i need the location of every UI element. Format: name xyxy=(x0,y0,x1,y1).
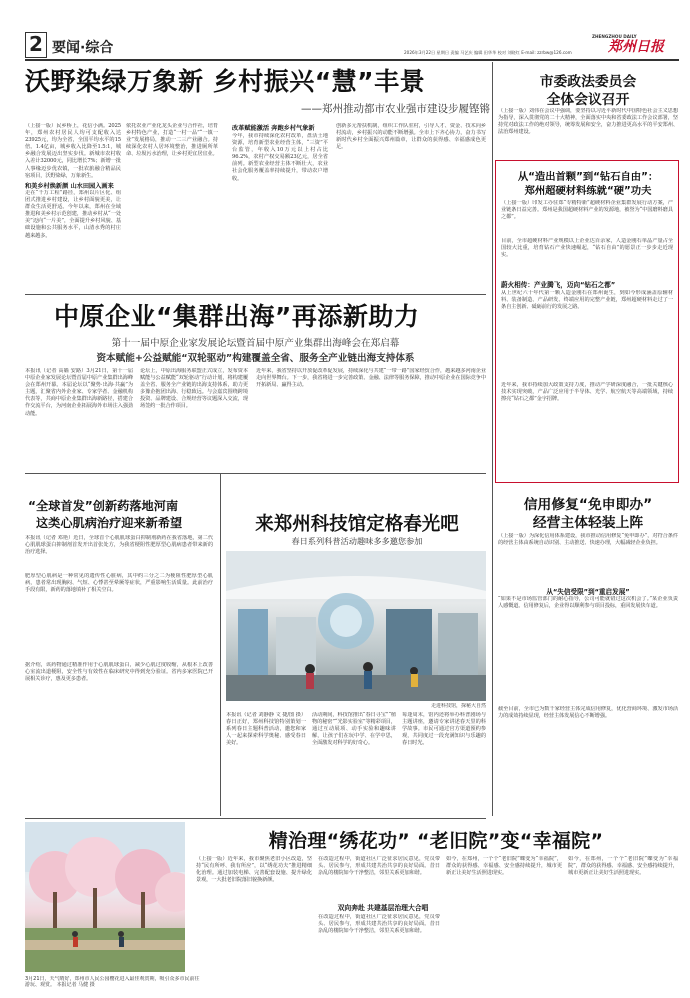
feature-paragraph-3: 从上世纪六十年代第一颗人造金刚石在郑州诞生，到如今形成涵盖原辅材料、装备制造、产品研发、终端应用的完整产业链，郑州超硬材料走过了一条自主创新、砥砺前行的发展之路。 xyxy=(501,290,673,311)
feature-paragraph-1: （上接一版）印发工办驻郑“专精特新”超硬材料企业集群发展行动方案，产业链条日益完善。郑州是我国超硬材料产业的发源地，被誉为“中国磨料磨具之都”。 xyxy=(501,200,673,221)
lifestyle-paragraph-3: 截至目前，全市已为数千家经营主体完成信用修复，优化营商环境、激发市场活力的成效持续显现，经营主体发展信心不断增强。 xyxy=(498,706,678,720)
meeting-headline-1: 市委政法委员会 xyxy=(539,74,637,90)
meeting-paragraph: （上接一版）刘伟在会议中强调，要坚持以习近平新时代中国特色社会主义思想为指导，深入贯彻党的二十大精神，全面落实中央和省委政法工作会议部署，坚持党对政法工作的绝对领导，统筹发展和安全，奋力推进更高水平的平安郑州、法治郑州建设。 xyxy=(498,108,678,136)
lead-subhead-1: 和美乡村焕新颜 山水田园入画来 xyxy=(25,183,114,190)
lead-bottom-rule xyxy=(25,294,486,295)
lifestyle-subhead: 从“失信受限”到“重启发展” xyxy=(546,588,630,596)
lifestyle-paragraph-1: （上接一版）为深化信用体系建设，我市推动信用修复“免申即办”，对符合条件的经营主体由系统自动识别、主动推送、快速办理，大幅减轻企业负担。 xyxy=(498,533,678,547)
lead-paragraph-4: 创新多元帮扶机制，组织工作队驻村，引导人才、资金、技术向乡村流动，乡村振兴的动能不断增强。全市上下齐心协力，奋力书写新时代乡村全面振兴郑州篇章，让群众的获得感、幸福感成色更足。 xyxy=(336,123,486,151)
lead-subhead-2: 改革赋能激活 奔跑乡村气象新 xyxy=(232,125,315,132)
museum-subhead: 春日系列科普活动趣味多多邀您参加 xyxy=(291,536,423,546)
lead-headline: 沃野染绿万象新 乡村振兴“慧”丰景 xyxy=(25,67,426,96)
museum-top-rule xyxy=(220,474,221,816)
health-paragraph-2: 肥厚型心肌病是一种常见的遗传性心脏病，其中约三分之二为梗阻性肥厚型心肌病，患者常出现胸闷、气短、心悸甚至晕厥等症状，严重影响生活质量。此前治疗手段有限，新药的落地填补了相关空白。 xyxy=(25,573,213,594)
paper-logo: 郑州日报 xyxy=(608,39,664,55)
business-headline: 中原企业“集群出海”再添新助力 xyxy=(54,302,420,331)
masthead-rule xyxy=(25,59,679,61)
feature-headline-2: 郑州超硬材料练就“硬”功夫 xyxy=(524,185,652,197)
museum-paragraph-2: 活动期间，科技馆推出“春日寻宝”“植物的秘密”“光影实验室”等精彩项目，通过互动展项、动手实验和趣味讲解，让孩子们在玩中学、在学中思，全面激发对科学的好奇心。 xyxy=(312,712,396,747)
bottom-subhead: 双向奔赴 共建基层治理大合唱 xyxy=(337,904,429,912)
lifestyle-headline-2: 经营主体轻装上阵 xyxy=(532,515,644,531)
feature-paragraph-2: 目前，全市超硬材料产业规模以上企业达百余家，人造金刚石单晶产量占全国较大比重，培育钻石产业快速崛起，“钻石自由”的愿景正一步步走近现实。 xyxy=(501,238,673,259)
bottom-paragraph-1: （上接一版）近年来，我市聚焦老旧小区改造，坚持“民有所呼、我有所应”，以“绣花功夫”推进精细化治理。通过加装电梯、完善配套设施、提升绿化景观，一大批老旧院落旧貌换新颜。 xyxy=(196,856,312,884)
paper-domain: ZHENGZHOU DAILY xyxy=(592,34,637,39)
museum-photo-caption: 走进科技馆，探秘大自然 xyxy=(430,703,486,709)
museum-illustration xyxy=(226,551,486,701)
park-photo xyxy=(25,822,185,972)
business-paragraph-2: 论坛上，中原出海服务联盟正式成立，发布资本赋能与公益赋能“双轮驱动”行动计划，将构建覆盖全省、服务全产业链的出海支持体系，助力更多豫企抱团出海、行稳致远。与会嘉宾围绕跨境投资、品牌建设、合规经营等议题深入交流，现场签约一批合作项目。 xyxy=(140,368,248,410)
page-number: 2 xyxy=(25,32,47,58)
business-paragraph-3: 近年来，我省坚持以开放促改革促发展，持续深化与共建“一带一路”国家经贸合作，越来越多河南企业走向世界舞台。下一步，我省将进一步完善政策、金融、法律等服务保障，推动中原企业在国际竞争中开拓新局、赢得主动。 xyxy=(256,368,486,389)
lead-paragraph-2: 今年，我市持续深化农村改革，盘活土地资源，培育新型农业经营主体，“三资”平台监管，年收入10万元以上村占比96.2%，农村产权交易额23亿元，居全省前列。新型农业经营主体不断壮大，农业社会化服务覆盖率持续提升，带动农户增收。 xyxy=(232,133,328,182)
health-headline: “全球首发”创新药落地河南 xyxy=(28,499,179,513)
bottom-headline: 精治理“绣花功” “老旧院”变“幸福院” xyxy=(268,830,604,852)
museum-paragraph-3: 每逢周末，馆内还将举办科普剧场与主题讲座，邀请专家讲述春天里的科学故事。市民可通过官方渠道预约参观，共同度过一段充满知识与乐趣的春日时光。 xyxy=(402,712,486,747)
health-paragraph-3: 据介绍，该药物通过精准作用于心肌肌球蛋白，减少心肌过度收缩，从根本上改善心室流出道梗阻，安全性与有效性在临床研究中得到充分验证。省内多家医院已开展相关诊疗，惠及更多患者。 xyxy=(25,662,213,683)
right-column-rule xyxy=(492,62,493,816)
business-bottom-rule xyxy=(25,473,486,474)
cherry-blossom-illustration xyxy=(25,822,185,972)
lead-subhead: ——郑州推动都市农业强市建设步履铿锵 xyxy=(301,103,490,115)
park-photo-caption: 3月21日，天气晴好，郑州市人民公园樱花进入最佳观赏期，吸引众多市民前往游玩、观赏。 本报记者 马健 摄 xyxy=(25,976,200,988)
museum-paragraph-1: 本报讯（记者 刘静静 文 捷/图 摄）春日正好，郑州科技馆特别策划一系列春日主题科普活动，邀您和家人一起来探索科学奥秘、感受春日美好。 xyxy=(226,712,306,747)
museum-photo xyxy=(226,551,486,701)
bottom-paragraph-2: 在改造过程中，街道社区广泛征求居民意见，党员带头、居民参与，形成共建共治共享的良好局面。昔日杂乱的楼院如今干净整洁，邻里关系更加和谐。 xyxy=(318,856,440,877)
lower-rule xyxy=(25,818,486,819)
lifestyle-headline-1: 信用修复“免申即办” xyxy=(523,497,653,513)
lead-intro: （上接一版）民乡桥上，花信小满。2025年，郑州农村居民人均可支配收入达23925元，均为全省，全国平均水平的15倍。1.4亿亩，城乡收入比降至1.5:1，城乡融合发展迈出坚实步伐。新城市农村收入差计32000元，同比增长7%；新增一批人事缘迈步优农镇，一批农旅融合精品民宿项目，沃野染绿，万象新生。 xyxy=(25,123,121,179)
health-paragraph-1: 本报讯（记者 邓艳）近日，全球首个心肌肌球蛋白抑制剂新药在我省落地，第二代心肌肌球蛋白抑制剂首发开出首张处方，为我省梗阻性肥厚型心肌病患者带来新的治疗选择。 xyxy=(25,535,213,556)
feature-paragraph-4: 近年来，我市持续加大政策支持力度，推动产学研深度融合，一批关键核心技术实现突破，产品广泛应用于半导体、光学、航空航天等高端领域，持续擦亮“钻石之都”金字招牌。 xyxy=(501,382,673,403)
bottom-paragraph-3: 如今，在郑州，一个个“老旧院”蝶变为“幸福院”，群众的获得感、幸福感、安全感持续提升，城市更新正让美好生活照进现实。 xyxy=(446,856,562,877)
feature-subhead: 蔚火相传：产业腾飞，迈向“钻石之都” xyxy=(501,281,616,289)
bottom-paragraph-4: 如今，在郑州，一个个“老旧院”蝶变为“幸福院”，群众的获得感、幸福感、安全感持续提升，城市更新正让美好生活照进现实。 xyxy=(568,856,678,877)
bottom-paragraph-2b: 在改造过程中，街道社区广泛征求居民意见，党员带头、居民参与，形成共建共治共享的良好局面。昔日杂乱的楼院如今干净整洁，邻里关系更加和谐。 xyxy=(318,914,440,935)
section-name: 要闻·综合 xyxy=(52,40,114,56)
feature-headline-1: 从“造出首颗”到“钻石自由”： xyxy=(517,171,659,183)
masthead-info: 2026年3月22日 星期日 责编 马艺庆 编辑 田华华 校对 刘晓红 E-mail: zzrbw@126.com xyxy=(404,50,572,55)
business-subhead-2: 资本赋能+公益赋能“双轮驱动”构建覆盖全省、服务全产业链出海支持体系 xyxy=(96,353,415,364)
lead-paragraph-1: 走在“千万工程”路径，郑州以片区化、组团式推进乡村建设，让乡村面貌更美，让群众生活更舒适。今年以来，郑州在全域推进和美乡村示范创建，推动乡村从“一处美”迈向“一片美”，全面提升乡村风貌、基础设施和公共服务水平，山清水秀的村庄越来越多。 xyxy=(25,190,121,239)
meeting-headline-2: 全体会议召开 xyxy=(546,92,630,108)
lifestyle-paragraph-2: “如果不是市场监管部门的耐心指导，公司可能就错过这次机会了。”某企业负责人感慨道。信用修复后，企业得以顺利参与项目投标，重回发展快车道。 xyxy=(498,596,678,610)
business-paragraph-1: 本报讯（记者 高嫱 安路）3月21日，第十一届中原企业家发展论坛暨首届中原产业集群出海峰会在郑州开幕。本届论坛以“聚势·出海·共赢”为主题，汇聚省内外企业家、专家学者、金融机构代表等，共商中原企业集群出海新路径，搭建合作交流平台，为河南企业拓展海外市场注入强劲动能。 xyxy=(25,368,133,417)
museum-headline: 来郑州科技馆定格春光吧 xyxy=(255,514,459,535)
business-subhead-1: 第十一届中原企业家发展论坛暨首届中原产业集群出海峰会在郑启幕 xyxy=(111,338,400,349)
lead-paragraph-3: 依托农业产业化龙头企业与合作社，培育乡村特色产业，打造“一村一品”“一镇一业”发展格局，推动一二三产业融合。持续深化农村人居环境整治，推进厕所革命、垃圾污水治理，让乡村更宜居宜业。 xyxy=(126,123,218,158)
health-subhead: 这类心肌病治疗迎来新希望 xyxy=(36,516,183,530)
